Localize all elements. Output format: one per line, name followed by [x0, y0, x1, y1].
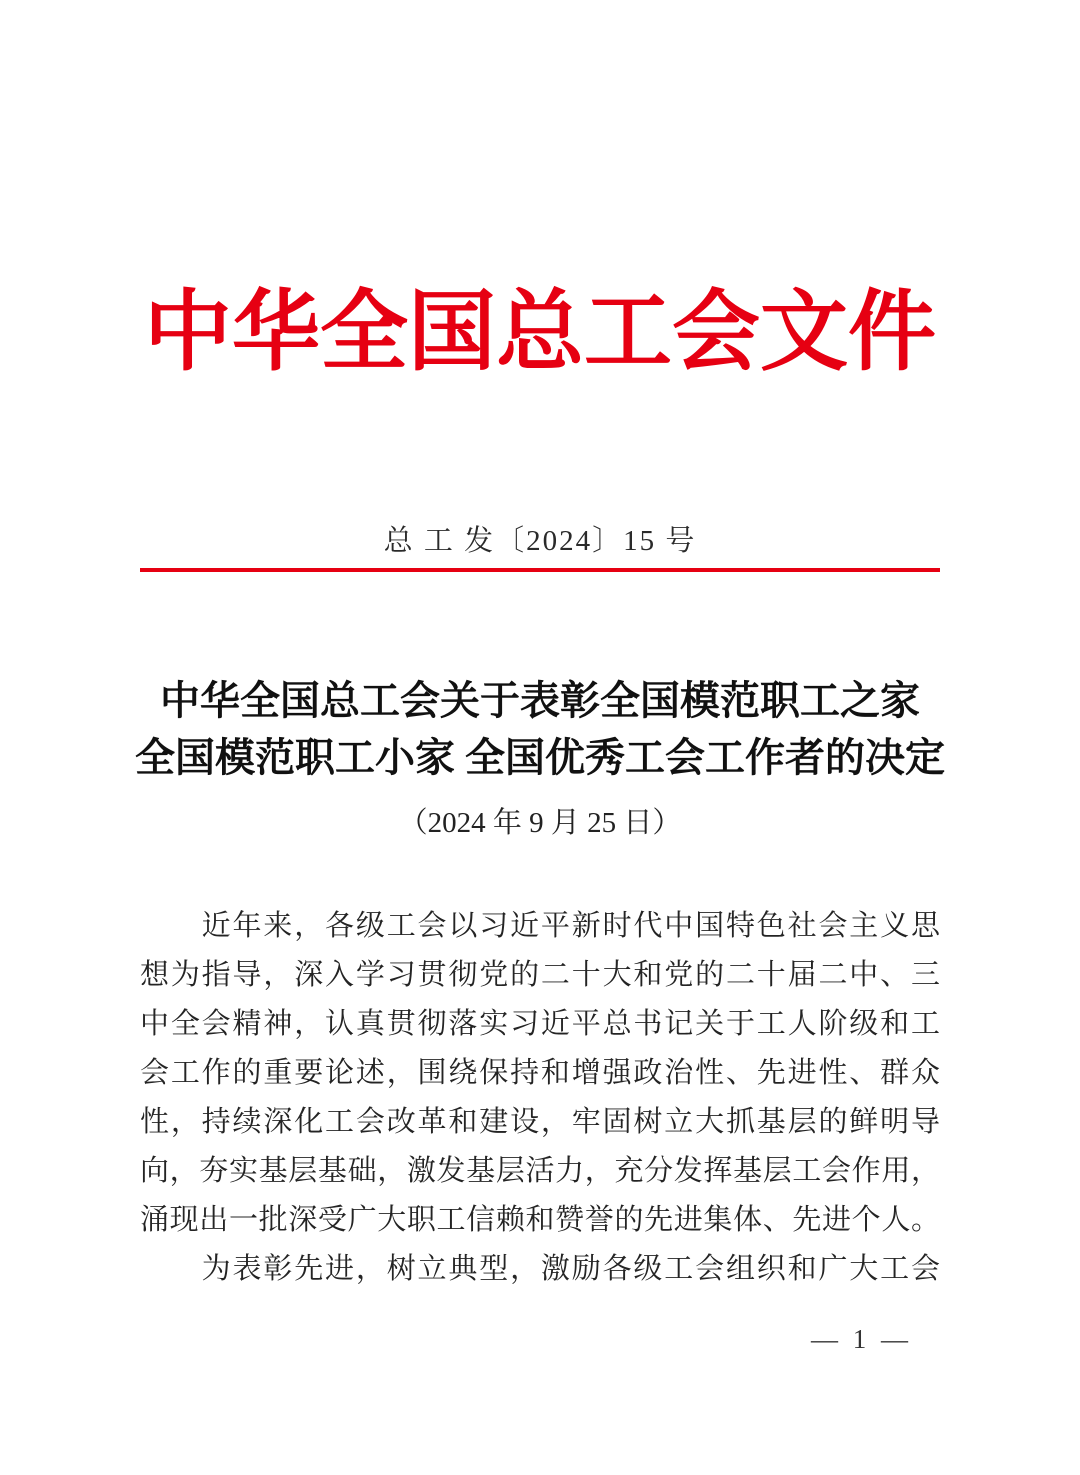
red-divider-line [140, 568, 940, 572]
document-title-line-1: 中华全国总工会关于表彰全国模范职工之家 [160, 678, 920, 723]
document-date: （2024 年 9 月 25 日） [398, 807, 682, 839]
body-line: 涌现出一批深受广大职工信赖和赞誉的先进集体、先进个人。 [140, 1204, 940, 1236]
body-line: 为表彰先进，树立典型，激励各级工会组织和广大工会 [140, 1253, 940, 1285]
body-line: 性，持续深化工会改革和建设，牢固树立大抓基层的鲜明导 [140, 1106, 940, 1138]
body-line: 向，夯实基层基础，激发基层活力，充分发挥基层工会作用， [140, 1155, 940, 1187]
page-number: — 1 — [811, 1324, 908, 1354]
body-line: 近年来，各级工会以习近平新时代中国特色社会主义思 [140, 910, 940, 942]
body-line: 会工作的重要论述，围绕保持和增强政治性、先进性、群众 [140, 1057, 940, 1089]
red-header-title: 中华全国总工会文件 [143, 285, 936, 382]
body-line: 中全会精神，认真贯彻落实习近平总书记关于工人阶级和工 [140, 1008, 940, 1040]
document-body [140, 902, 940, 1294]
document-title [0, 672, 1080, 786]
body-line: 想为指导，深入学习贯彻党的二十大和党的二十届二中、三 [140, 959, 940, 991]
document-number: 总 工 发〔2024〕15 号 [383, 525, 697, 557]
document-title-line-2: 全国模范职工小家 全国优秀工会工作者的决定 [135, 735, 945, 780]
